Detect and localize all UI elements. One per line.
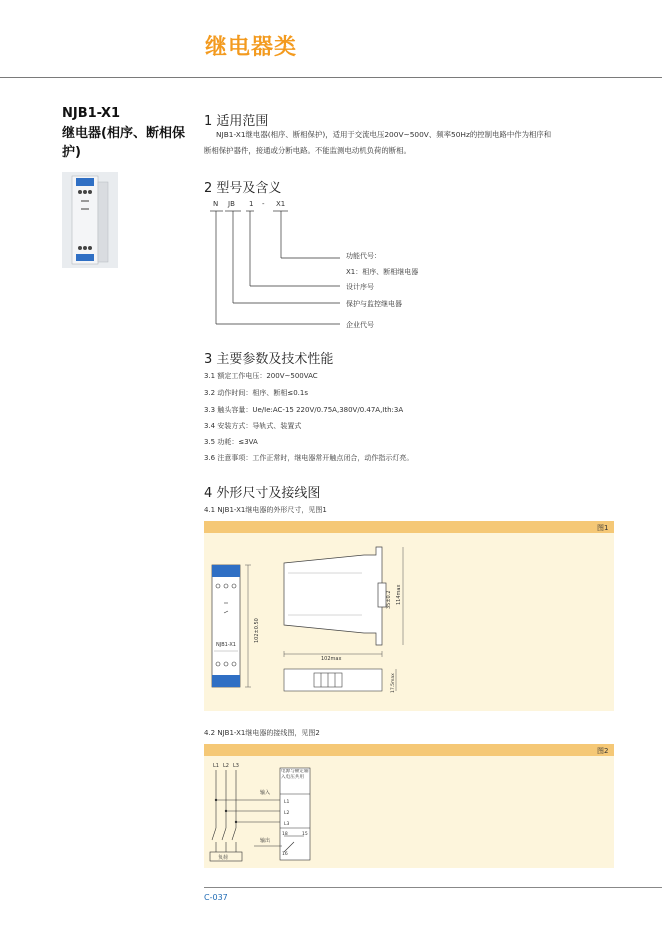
contact-16: 16 bbox=[282, 852, 288, 857]
section-4-title: 4 外形尺寸及接线图 bbox=[204, 486, 321, 501]
model-label-function: 功能代号： bbox=[346, 252, 381, 260]
header-divider bbox=[0, 77, 662, 78]
figure-2-bar bbox=[204, 744, 614, 756]
bottom-view bbox=[284, 669, 382, 691]
contact-18: 18 bbox=[282, 832, 288, 837]
side-view bbox=[284, 547, 386, 645]
contact-15: 15 bbox=[302, 832, 308, 837]
figure-1-drawing bbox=[204, 533, 614, 711]
dim-side-height: 114max bbox=[396, 584, 402, 605]
section-4-sub1: 4.1 NJB1-X1继电器的外形尺寸，见图1 bbox=[204, 506, 327, 514]
output-label: 输出 bbox=[260, 838, 271, 844]
input-label: 输入 bbox=[260, 790, 271, 796]
front-view bbox=[212, 565, 251, 687]
figure-2-label: 图2 bbox=[597, 747, 609, 755]
spec-item-2: 3.2 动作时间：相序、断相≤0.1s bbox=[204, 389, 309, 397]
dim-side-width: 102max bbox=[321, 656, 342, 662]
model-part-x1: X1 bbox=[276, 200, 286, 208]
terminal-l2: L2 bbox=[284, 811, 290, 816]
category-title: 继电器类 bbox=[205, 35, 298, 60]
figure-2-wiring bbox=[204, 756, 614, 868]
spec-item-5: 3.5 功耗：≤3VA bbox=[204, 438, 258, 446]
relay-box-note: 电源与额定输入电压共用 bbox=[281, 769, 309, 780]
load-label: 负荷 bbox=[218, 855, 229, 861]
model-tree-diagram bbox=[204, 208, 354, 332]
dim-bottom-width: 17.5max bbox=[391, 673, 396, 693]
phase-l3: L3 bbox=[233, 763, 239, 769]
model-part-dash: - bbox=[262, 200, 265, 208]
model-label-x1: X1：相序、断相继电器 bbox=[346, 268, 419, 276]
figure-1-bar bbox=[204, 521, 614, 533]
terminal-l3: L3 bbox=[284, 822, 290, 827]
device-label: NJB1-X1 bbox=[216, 642, 236, 648]
section-1-title: 1 适用范围 bbox=[204, 114, 269, 129]
spec-item-6: 3.6 注意事项：工作正常时，继电器常开触点闭合，动作指示灯亮。 bbox=[204, 454, 414, 462]
spec-item-1: 3.1 额定工作电压：200V~500VAC bbox=[204, 372, 318, 380]
product-photo bbox=[62, 172, 118, 268]
spec-item-3: 3.3 触头容量：Ue/Ie:AC-15 220V/0.75A,380V/0.47A,Ith:3A bbox=[204, 406, 404, 414]
model-part-n: N bbox=[213, 200, 219, 208]
section-1-text-line1: NJB1-X1继电器(相序、断相保护)，适用于交流电压200V~500V、频率50Hz的控制电路中作为相序和 bbox=[216, 130, 552, 139]
terminal-l1: L1 bbox=[284, 800, 290, 805]
spec-item-4: 3.4 安装方式：导轨式、装置式 bbox=[204, 422, 302, 430]
model-label-company: 企业代号 bbox=[346, 321, 374, 329]
product-code: NJB1-X1 bbox=[62, 106, 121, 121]
phase-l1: L1 bbox=[213, 763, 219, 769]
section-2-title: 2 型号及含义 bbox=[204, 181, 282, 196]
footer-divider bbox=[204, 887, 662, 888]
section-3-title: 3 主要参数及技术性能 bbox=[204, 352, 334, 367]
model-part-jb: JB bbox=[228, 200, 235, 208]
section-1-text-line2: 断相保护器件，接通或分断电路。不能监测电动机负荷的断相。 bbox=[204, 146, 411, 155]
section-4-sub2: 4.2 NJB1-X1继电器的接线图，见图2 bbox=[204, 729, 320, 737]
figure-1-label: 图1 bbox=[597, 524, 609, 532]
dim-front-height: 102±0.50 bbox=[254, 618, 260, 643]
model-label-protection: 保护与监控继电器 bbox=[346, 300, 402, 308]
model-part-1: 1 bbox=[249, 200, 254, 208]
product-name: 继电器(相序、断相保护) bbox=[62, 126, 185, 160]
page-number: C-037 bbox=[204, 893, 228, 902]
phase-l2: L2 bbox=[223, 763, 229, 769]
dim-side-inner: 35±0.2 bbox=[386, 590, 392, 609]
model-label-design: 设计序号 bbox=[346, 283, 374, 291]
